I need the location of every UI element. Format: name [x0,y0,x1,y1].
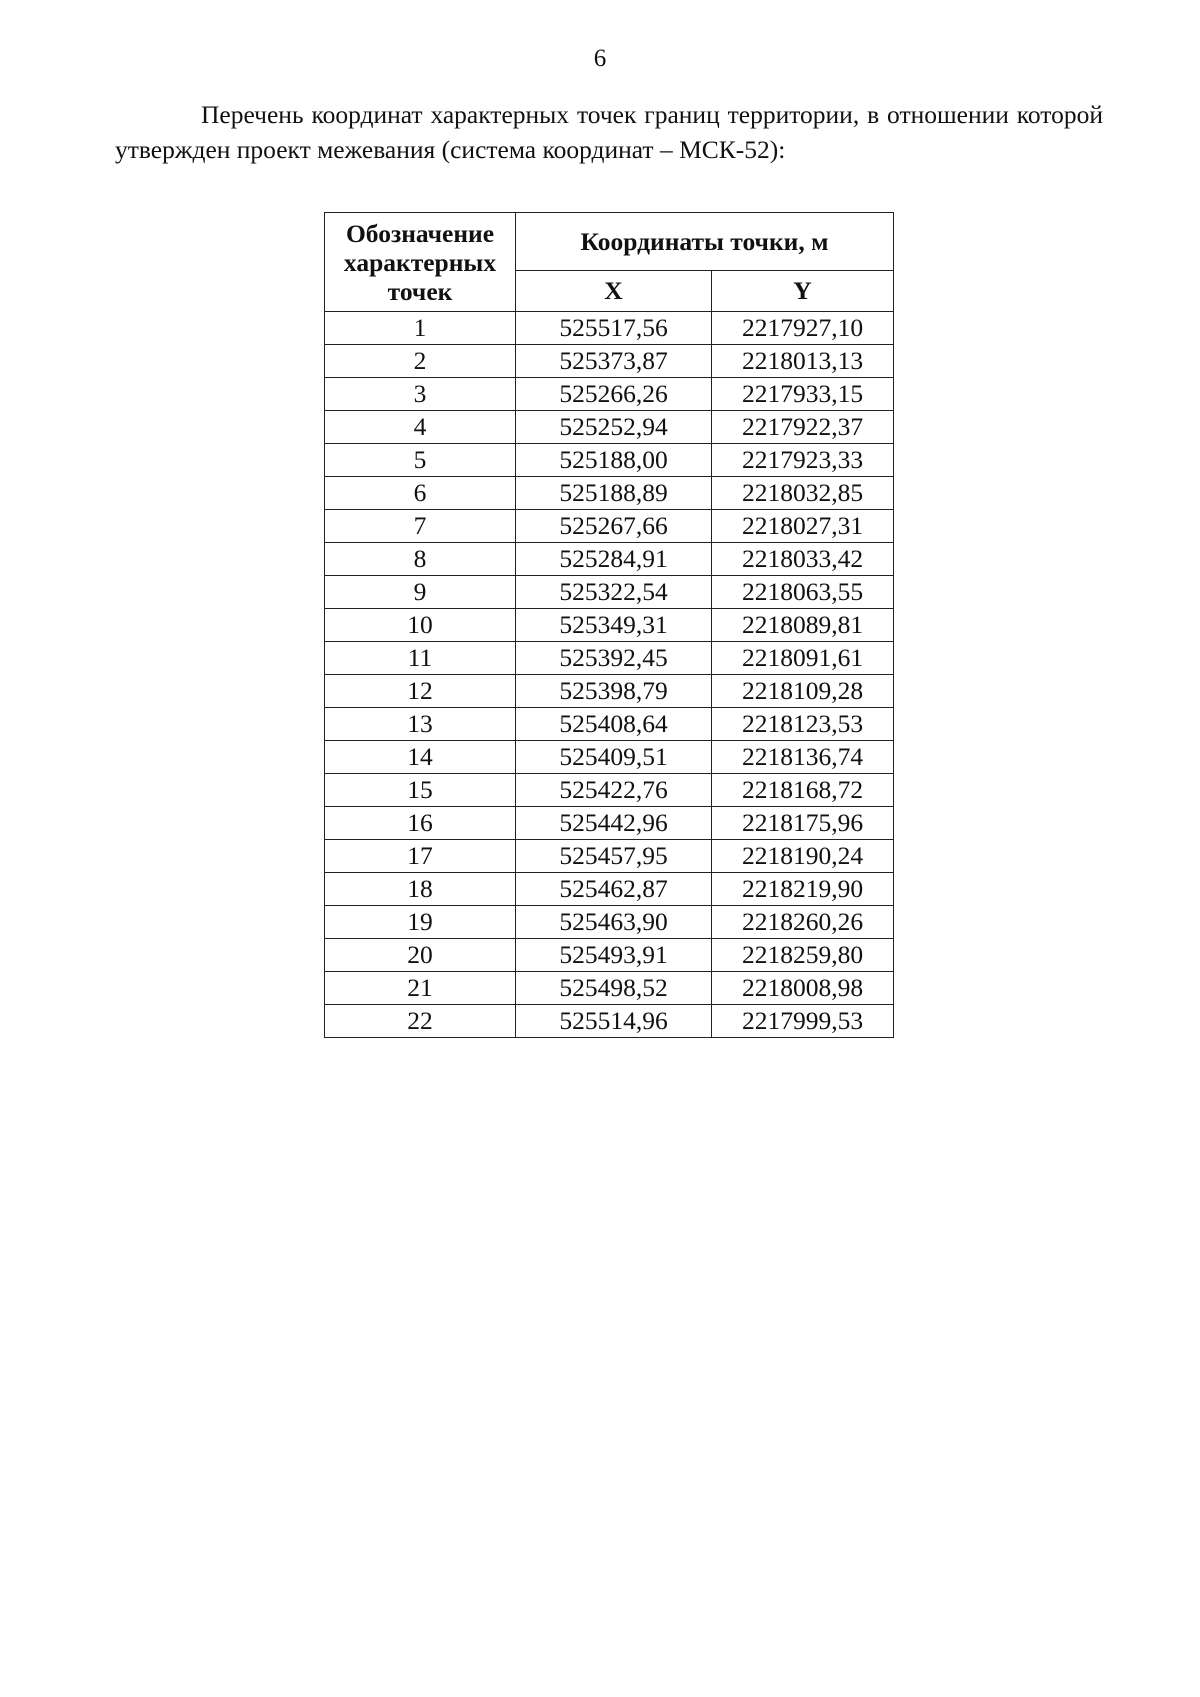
cell-y: 2218008,98 [712,972,894,1005]
cell-y: 2218190,24 [712,840,894,873]
table-row [325,609,894,642]
cell-y: 2218260,26 [712,906,894,939]
cell-y: 2218109,28 [712,675,894,708]
cell-y: 2218089,81 [712,609,894,642]
cell-y: 2218091,61 [712,642,894,675]
cell-y: 2218033,42 [712,543,894,576]
header-row-top [325,213,894,271]
cell-point: 22 [325,1005,516,1038]
cell-y: 2218013,13 [712,345,894,378]
cell-x: 525462,87 [516,873,712,906]
cell-point: 6 [325,477,516,510]
cell-y: 2218175,96 [712,807,894,840]
cell-point: 7 [325,510,516,543]
header-x: X [516,270,712,311]
cell-x: 525422,76 [516,774,712,807]
cell-x: 525252,94 [516,411,712,444]
table-row [325,312,894,345]
cell-point: 19 [325,906,516,939]
cell-x: 525463,90 [516,906,712,939]
cell-x: 525442,96 [516,807,712,840]
cell-x: 525373,87 [516,345,712,378]
cell-y: 2218063,55 [712,576,894,609]
header-point-designation: Обозначение характерных точек [325,213,516,312]
cell-x: 525188,89 [516,477,712,510]
cell-x: 525498,52 [516,972,712,1005]
table-row [325,411,894,444]
cell-y: 2217927,10 [712,312,894,345]
cell-x: 525392,45 [516,642,712,675]
table-row [325,378,894,411]
table-header [325,213,894,312]
table-row [325,807,894,840]
cell-y: 2217999,53 [712,1005,894,1038]
cell-y: 2217922,37 [712,411,894,444]
cell-point: 11 [325,642,516,675]
cell-point: 21 [325,972,516,1005]
cell-y: 2217933,15 [712,378,894,411]
cell-y: 2218219,90 [712,873,894,906]
table-row [325,345,894,378]
cell-point: 3 [325,378,516,411]
table-row [325,873,894,906]
cell-point: 13 [325,708,516,741]
cell-x: 525322,54 [516,576,712,609]
cell-x: 525409,51 [516,741,712,774]
cell-y: 2218136,74 [712,741,894,774]
cell-x: 525266,26 [516,378,712,411]
cell-x: 525349,31 [516,609,712,642]
table-row [325,543,894,576]
cell-y: 2218032,85 [712,477,894,510]
table-row [325,510,894,543]
cell-y: 2218123,53 [712,708,894,741]
header-point-coordinates: Координаты точки, м [516,213,894,271]
cell-y: 2218259,80 [712,939,894,972]
table-row [325,576,894,609]
table-row [325,972,894,1005]
coordinates-table [324,212,894,1038]
header-y: Y [712,270,894,311]
cell-point: 12 [325,675,516,708]
table-row [325,840,894,873]
table-row [325,477,894,510]
cell-point: 9 [325,576,516,609]
cell-y: 2218168,72 [712,774,894,807]
cell-y: 2217923,33 [712,444,894,477]
table-row [325,906,894,939]
table-row [325,741,894,774]
table-row [325,444,894,477]
cell-point: 16 [325,807,516,840]
table-row [325,774,894,807]
cell-point: 10 [325,609,516,642]
cell-x: 525493,91 [516,939,712,972]
cell-point: 4 [325,411,516,444]
cell-point: 14 [325,741,516,774]
cell-x: 525267,66 [516,510,712,543]
cell-point: 20 [325,939,516,972]
cell-point: 18 [325,873,516,906]
intro-paragraph: Перечень координат характерных точек границ территории, в отношении которой утвержден проект межевания (система координат – МСК-52): [115,100,1103,164]
cell-point: 1 [325,312,516,345]
table-body [325,312,894,1038]
cell-point: 2 [325,345,516,378]
cell-point: 5 [325,444,516,477]
cell-x: 525408,64 [516,708,712,741]
cell-x: 525188,00 [516,444,712,477]
table-row [325,642,894,675]
cell-y: 2218027,31 [712,510,894,543]
table-row [325,708,894,741]
cell-x: 525514,96 [516,1005,712,1038]
table-row [325,1005,894,1038]
cell-x: 525457,95 [516,840,712,873]
cell-x: 525517,56 [516,312,712,345]
cell-x: 525284,91 [516,543,712,576]
cell-point: 8 [325,543,516,576]
table-row [325,939,894,972]
cell-point: 17 [325,840,516,873]
cell-x: 525398,79 [516,675,712,708]
table-row [325,675,894,708]
cell-point: 15 [325,774,516,807]
page-number: 6 [593,45,607,72]
